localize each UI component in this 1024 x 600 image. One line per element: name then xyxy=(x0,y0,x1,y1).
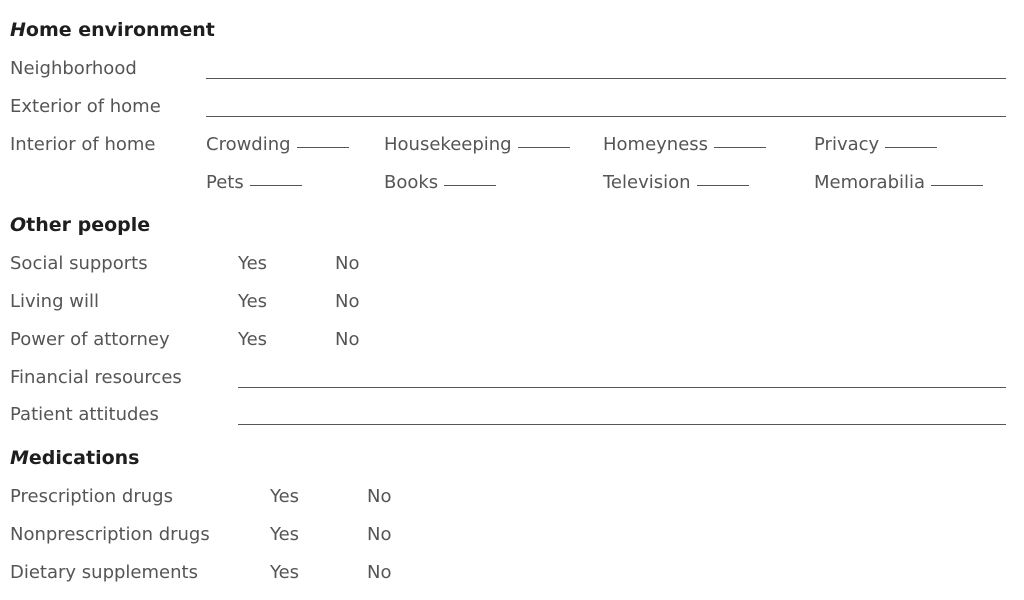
power-of-attorney-no[interactable]: No xyxy=(335,329,360,350)
label-social-supports: Social supports xyxy=(10,253,148,274)
label-interior-of-home: Interior of home xyxy=(10,134,156,155)
label-prescription-drugs: Prescription drugs xyxy=(10,486,173,507)
power-of-attorney-yes[interactable]: Yes xyxy=(238,329,268,350)
item-label: Homeyness xyxy=(603,134,709,155)
section-heading-medications xyxy=(10,447,140,469)
item-label: Privacy xyxy=(814,134,880,155)
nonprescription-drugs-no[interactable]: No xyxy=(367,524,392,545)
item-television xyxy=(603,172,749,193)
item-crowding xyxy=(206,134,349,155)
heading-initial: O xyxy=(10,214,27,236)
crowding-blank[interactable] xyxy=(297,147,349,148)
dietary-supplements-no[interactable]: No xyxy=(367,562,392,583)
item-books xyxy=(384,172,496,193)
item-label: Memorabilia xyxy=(814,172,926,193)
heading-rest: ther people xyxy=(26,214,151,236)
label-power-of-attorney: Power of attorney xyxy=(10,329,170,350)
item-privacy xyxy=(814,134,937,155)
homeyness-blank[interactable] xyxy=(714,147,766,148)
section-heading-other-people xyxy=(10,214,150,236)
label-nonprescription-drugs: Nonprescription drugs xyxy=(10,524,210,545)
prescription-drugs-no[interactable]: No xyxy=(367,486,392,507)
item-housekeeping xyxy=(384,134,570,155)
item-memorabilia xyxy=(814,172,983,193)
social-supports-no[interactable]: No xyxy=(335,253,360,274)
patient-attitudes-line[interactable] xyxy=(238,424,1006,425)
prescription-drugs-yes[interactable]: Yes xyxy=(270,486,300,507)
cutoff-row xyxy=(0,592,1024,600)
item-label: Books xyxy=(384,172,439,193)
heading-initial: H xyxy=(10,19,26,41)
social-supports-yes[interactable]: Yes xyxy=(238,253,268,274)
label-patient-attitudes: Patient attitudes xyxy=(10,404,159,425)
heading-rest: ome environment xyxy=(25,19,215,41)
label-financial-resources: Financial resources xyxy=(10,367,182,388)
item-pets xyxy=(206,172,302,193)
pets-blank[interactable] xyxy=(250,185,302,186)
label-exterior-of-home: Exterior of home xyxy=(10,96,161,117)
nonprescription-drugs-yes[interactable]: Yes xyxy=(270,524,300,545)
books-blank[interactable] xyxy=(444,185,496,186)
television-blank[interactable] xyxy=(697,185,749,186)
label-dietary-supplements: Dietary supplements xyxy=(10,562,198,583)
heading-rest: edications xyxy=(28,447,140,469)
label-living-will: Living will xyxy=(10,291,99,312)
exterior-line[interactable] xyxy=(206,116,1006,117)
living-will-yes[interactable]: Yes xyxy=(238,291,268,312)
item-label: Television xyxy=(603,172,691,193)
dietary-supplements-yes[interactable]: Yes xyxy=(270,562,300,583)
privacy-blank[interactable] xyxy=(885,147,937,148)
memorabilia-blank[interactable] xyxy=(931,185,983,186)
financial-resources-line[interactable] xyxy=(238,387,1006,388)
item-homeyness xyxy=(603,134,766,155)
label-neighborhood: Neighborhood xyxy=(10,58,137,79)
item-label: Pets xyxy=(206,172,244,193)
housekeeping-blank[interactable] xyxy=(518,147,570,148)
section-heading-home-environment xyxy=(10,19,215,41)
living-will-no[interactable]: No xyxy=(335,291,360,312)
heading-initial: M xyxy=(10,447,29,469)
neighborhood-line[interactable] xyxy=(206,78,1006,79)
item-label: Crowding xyxy=(206,134,291,155)
item-label: Housekeeping xyxy=(384,134,512,155)
